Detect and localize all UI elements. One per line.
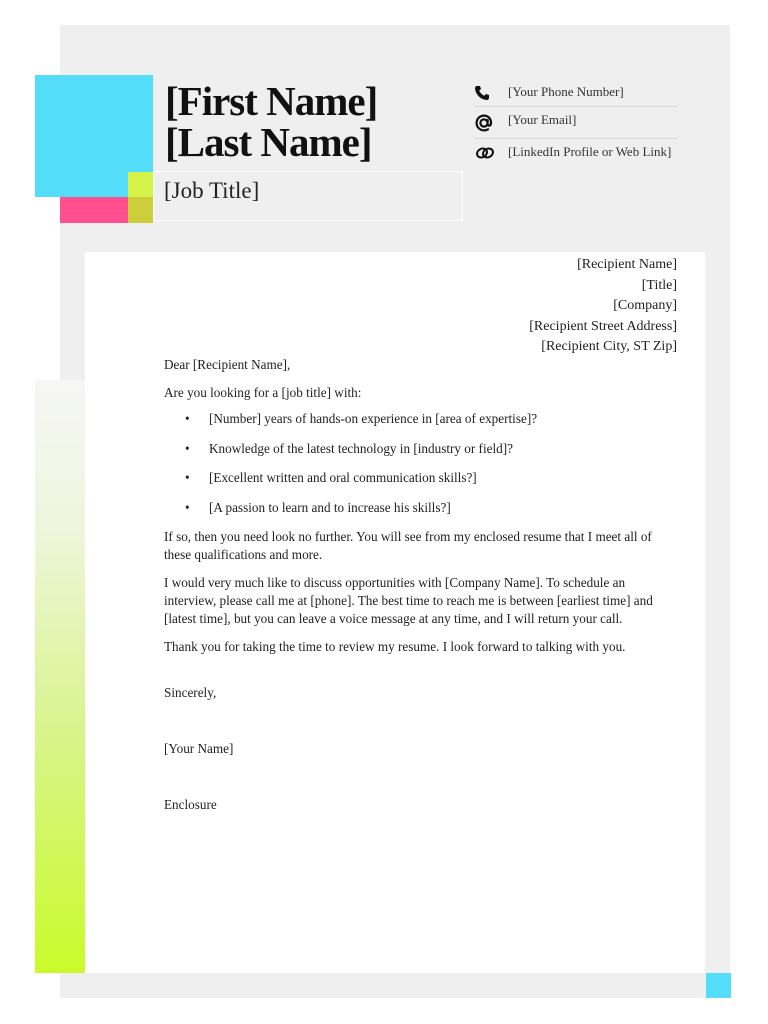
list-item-text: Knowledge of the latest technology in [industry or field]? <box>209 440 513 456</box>
list-item <box>164 410 680 428</box>
list-item <box>164 499 680 517</box>
cyan-corner-block <box>706 973 731 998</box>
list-item <box>164 469 680 487</box>
last-name: [Last Name] <box>165 119 372 165</box>
contact-phone: [Your Phone Number] <box>508 84 624 99</box>
first-name: [First Name] <box>165 78 378 124</box>
contact-link-row <box>474 142 678 166</box>
list-item-text: [A passion to learn and to increase his skills?] <box>209 499 451 515</box>
pink-accent-block <box>60 197 128 223</box>
gradient-accent-bar <box>35 380 85 973</box>
closing: Sincerely, <box>164 685 217 700</box>
paragraph-thanks: Thank you for taking the time to review my resume. I look forward to talking with you. <box>164 639 626 654</box>
job-title-box <box>153 171 463 221</box>
recipient-title: [Title] <box>641 277 677 293</box>
bullet-marker: • <box>185 411 190 426</box>
enclosure-note: Enclosure <box>164 797 217 812</box>
bullet-marker: • <box>185 470 190 485</box>
recipient-company: [Company] <box>613 298 677 314</box>
bullet-marker: • <box>185 499 190 515</box>
contact-phone-row <box>474 82 678 107</box>
olive-accent-block <box>128 197 153 223</box>
contact-email: [Your Email] <box>508 112 577 127</box>
greeting: Dear [Recipient Name], <box>164 357 291 372</box>
applicant-name <box>165 78 378 165</box>
contact-link: [LinkedIn Profile or Web Link] <box>508 144 672 159</box>
recipient-city: [Recipient City, ST Zip] <box>541 339 677 355</box>
contact-email-row <box>474 110 678 139</box>
link-icon <box>474 145 508 161</box>
list-item-text: [Excellent written and oral communication skills?] <box>209 470 477 485</box>
recipient-street: [Recipient Street Address] <box>529 318 677 334</box>
paragraph-qualifications: If so, then you need look no further. You will see from my enclosed resume that I meet all of these qualifications and more. <box>164 529 652 562</box>
list-item-text: [Number] years of hands-on experience in [area of expertise]? <box>209 411 538 426</box>
recipient-address <box>529 255 677 358</box>
recipient-name: [Recipient Name] <box>577 257 677 272</box>
qualification-list <box>164 410 680 517</box>
phone-icon <box>474 85 508 101</box>
list-item <box>164 440 680 458</box>
intro-line: Are you looking for a [job title] with: <box>164 385 362 400</box>
at-icon <box>474 113 508 133</box>
job-title: [Job Title] <box>164 178 260 203</box>
paragraph-interview: I would very much like to discuss opportunities with [Company Name]. To schedule an interview, please call me at [phone]. The best time to reach me is between [earliest time] and [latest time], but you can leave a voice message at any time, and I will return your call. <box>164 575 653 626</box>
contact-info <box>474 82 678 169</box>
signature-name: [Your Name] <box>164 741 234 756</box>
bullet-marker: • <box>185 440 190 456</box>
lime-accent-block <box>128 172 153 197</box>
letter-body <box>164 356 680 814</box>
